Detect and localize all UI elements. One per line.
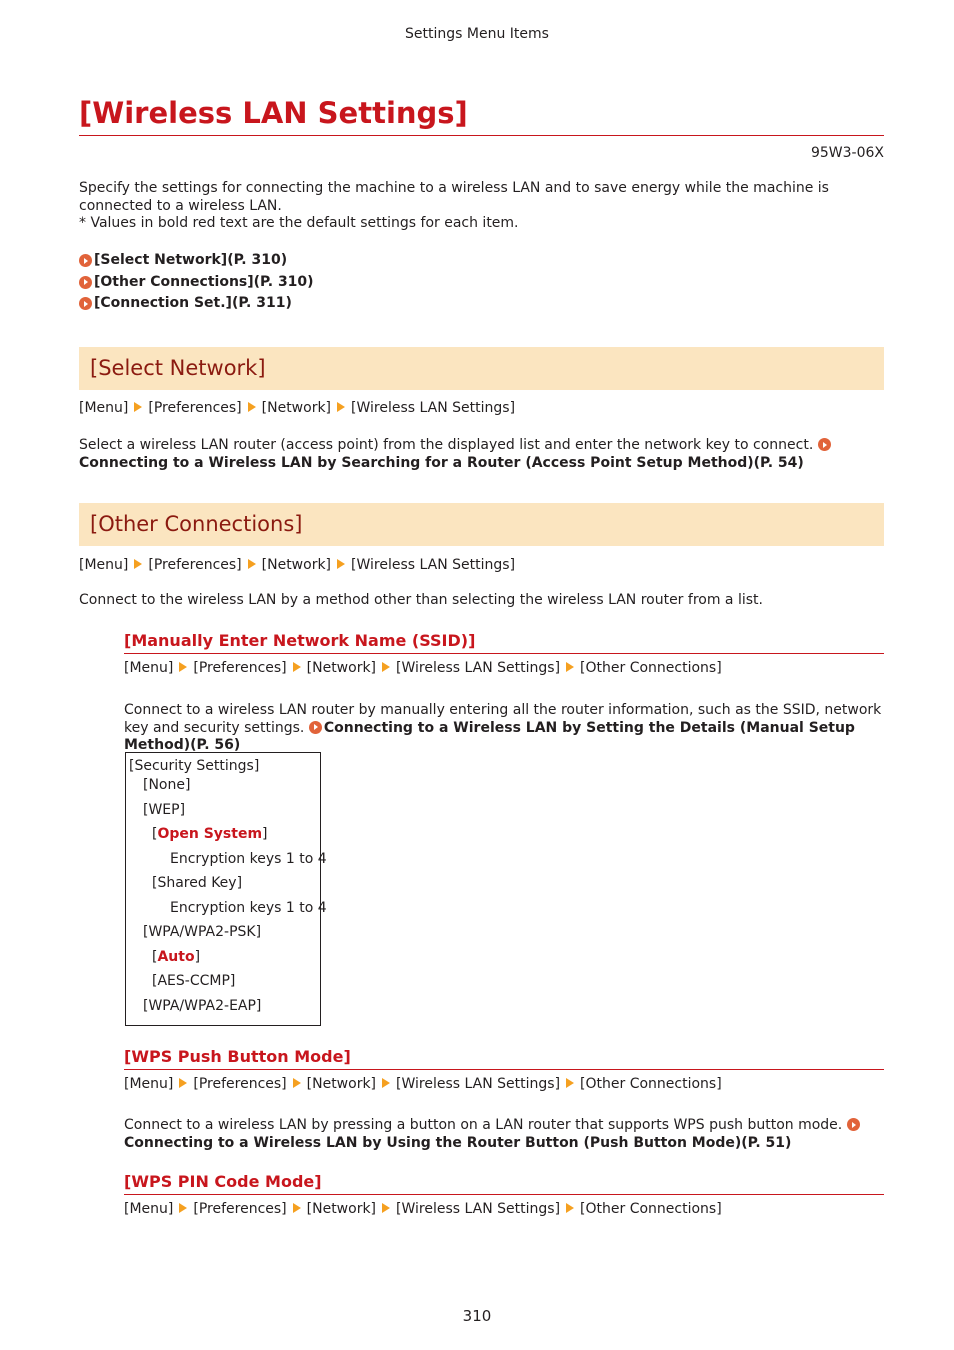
security-settings-tree xyxy=(125,752,327,1026)
tree-wep: [WEP] xyxy=(143,802,186,818)
page-title: [Wireless LAN Settings] xyxy=(79,96,468,130)
select-network-link[interactable]: Connecting to a Wireless LAN by Searching for a Router (Access Point Setup Method)(P. 54) xyxy=(79,454,804,471)
section-band-other-connections xyxy=(79,503,884,546)
toc-link-select-network[interactable] xyxy=(79,250,314,272)
breadcrumb-preferences: [Preferences] xyxy=(193,1201,287,1217)
intro-line-1: Specify the settings for connecting the machine to a wireless LAN and to save energy while the machine is connected to a wireless LAN. xyxy=(79,180,829,214)
document-code: 95W3-06X xyxy=(810,145,884,161)
section-title-other-connections: [Other Connections] xyxy=(90,512,303,536)
breadcrumb-arrow-icon xyxy=(293,1203,301,1213)
tree-none: [None] xyxy=(143,777,191,793)
breadcrumb-wireless-lan: [Wireless LAN Settings] xyxy=(351,557,516,573)
breadcrumb-menu: [Menu] xyxy=(124,1076,174,1092)
breadcrumb-other-connections: [Other Connections] xyxy=(580,1076,722,1092)
breadcrumb-menu: [Menu] xyxy=(124,660,174,676)
breadcrumb-arrow-icon xyxy=(248,402,256,412)
breadcrumb-wps-push xyxy=(124,1076,884,1094)
breadcrumb-preferences: [Preferences] xyxy=(193,1076,287,1092)
breadcrumb-arrow-icon xyxy=(179,662,187,672)
manual-ssid-description xyxy=(124,702,884,755)
breadcrumb-arrow-icon xyxy=(382,1078,390,1088)
breadcrumb-wps-pin xyxy=(124,1201,884,1219)
breadcrumb-arrow-icon xyxy=(382,1203,390,1213)
title-rule xyxy=(79,135,884,136)
toc-link-label: [Other Connections](P. 310) xyxy=(94,273,314,290)
tree-open-system: [Open System] xyxy=(152,826,268,842)
breadcrumb-arrow-icon xyxy=(293,662,301,672)
wps-push-desc-text: Connect to a wireless LAN by pressing a button on a LAN router that supports WPS push button mode. xyxy=(124,1117,843,1133)
manual-ssid-desc-text: Connect to a wireless LAN router by manually entering all the router information, such as the SSID, network key and security settings. xyxy=(124,702,882,736)
breadcrumb-network: [Network] xyxy=(306,1076,377,1092)
breadcrumb-preferences: [Preferences] xyxy=(148,400,242,416)
breadcrumb-network: [Network] xyxy=(306,660,377,676)
breadcrumb-manual-ssid xyxy=(124,660,884,678)
other-connections-description: Connect to the wireless LAN by a method other than selecting the wireless LAN router from a list. xyxy=(79,592,763,608)
toc-link-label: [Select Network](P. 310) xyxy=(94,252,288,268)
subsection-title-manual-ssid: [Manually Enter Network Name (SSID)] xyxy=(124,630,884,654)
breadcrumb-arrow-icon xyxy=(382,662,390,672)
link-arrow-icon xyxy=(847,1118,860,1131)
toc-links xyxy=(79,250,314,315)
section-title-select-network: [Select Network] xyxy=(90,356,266,380)
breadcrumb-arrow-icon xyxy=(337,402,345,412)
toc-link-other-connections[interactable] xyxy=(79,272,314,294)
tree-aes-ccmp: [AES-CCMP] xyxy=(152,973,236,989)
breadcrumb-arrow-icon xyxy=(566,1203,574,1213)
breadcrumb-wireless-lan: [Wireless LAN Settings] xyxy=(396,660,561,676)
select-network-desc-text: Select a wireless LAN router (access point) from the displayed list and enter the network key to connect. xyxy=(79,437,814,453)
breadcrumb-arrow-icon xyxy=(293,1078,301,1088)
tree-security-settings: [Security Settings] xyxy=(129,758,260,774)
subsection-title-wps-push: [WPS Push Button Mode] xyxy=(124,1046,884,1070)
breadcrumb-preferences: [Preferences] xyxy=(193,660,287,676)
breadcrumb-arrow-icon xyxy=(566,662,574,672)
tree-encryption-keys-open: Encryption keys 1 to 4 xyxy=(170,851,327,867)
breadcrumb-menu: [Menu] xyxy=(124,1201,174,1217)
link-arrow-icon xyxy=(79,276,92,289)
select-network-description xyxy=(79,437,884,472)
tree-encryption-keys-shared: Encryption keys 1 to 4 xyxy=(170,900,327,916)
wps-push-link[interactable]: Connecting to a Wireless LAN by Using the Router Button (Push Button Mode)(P. 51) xyxy=(124,1134,792,1151)
link-arrow-icon xyxy=(818,438,831,451)
breadcrumb-arrow-icon xyxy=(248,559,256,569)
intro-line-2: * Values in bold red text are the default settings for each item. xyxy=(79,215,519,231)
breadcrumb-wireless-lan: [Wireless LAN Settings] xyxy=(351,400,516,416)
link-arrow-icon xyxy=(79,254,92,267)
subsection-title-wps-pin: [WPS PIN Code Mode] xyxy=(124,1171,884,1195)
link-arrow-icon xyxy=(309,721,322,734)
breadcrumb-network: [Network] xyxy=(306,1201,377,1217)
breadcrumb-wireless-lan: [Wireless LAN Settings] xyxy=(396,1201,561,1217)
tree-wpa-psk: [WPA/WPA2-PSK] xyxy=(143,924,262,940)
breadcrumb-network: [Network] xyxy=(261,400,332,416)
breadcrumb-network: [Network] xyxy=(261,557,332,573)
breadcrumb-select-network xyxy=(79,400,884,418)
toc-link-label: [Connection Set.](P. 311) xyxy=(94,295,292,311)
breadcrumb-preferences: [Preferences] xyxy=(148,557,242,573)
breadcrumb-other-connections xyxy=(79,557,884,575)
manual-ssid-link[interactable]: Connecting to a Wireless LAN by Setting the Details (Manual Setup Method)(P. 56) xyxy=(124,719,855,753)
running-header: Settings Menu Items xyxy=(405,26,549,42)
breadcrumb-menu: [Menu] xyxy=(79,557,129,573)
tree-auto-label: Auto xyxy=(157,949,195,965)
breadcrumb-other-connections: [Other Connections] xyxy=(580,1201,722,1217)
tree-wpa-eap: [WPA/WPA2-EAP] xyxy=(143,998,262,1014)
breadcrumb-arrow-icon xyxy=(179,1078,187,1088)
tree-auto: [Auto] xyxy=(152,949,201,965)
breadcrumb-arrow-icon xyxy=(134,402,142,412)
wps-push-description xyxy=(124,1117,884,1152)
toc-link-connection-set[interactable] xyxy=(79,293,314,315)
breadcrumb-wireless-lan: [Wireless LAN Settings] xyxy=(396,1076,561,1092)
breadcrumb-menu: [Menu] xyxy=(79,400,129,416)
tree-open-system-label: Open System xyxy=(157,826,263,842)
intro-text xyxy=(79,180,884,233)
breadcrumb-arrow-icon xyxy=(179,1203,187,1213)
breadcrumb-arrow-icon xyxy=(566,1078,574,1088)
page-number: 310 xyxy=(462,1307,492,1325)
section-band-select-network xyxy=(79,347,884,390)
breadcrumb-other-connections: [Other Connections] xyxy=(580,660,722,676)
breadcrumb-arrow-icon xyxy=(134,559,142,569)
breadcrumb-arrow-icon xyxy=(337,559,345,569)
tree-shared-key: [Shared Key] xyxy=(152,875,243,891)
link-arrow-icon xyxy=(79,297,92,310)
